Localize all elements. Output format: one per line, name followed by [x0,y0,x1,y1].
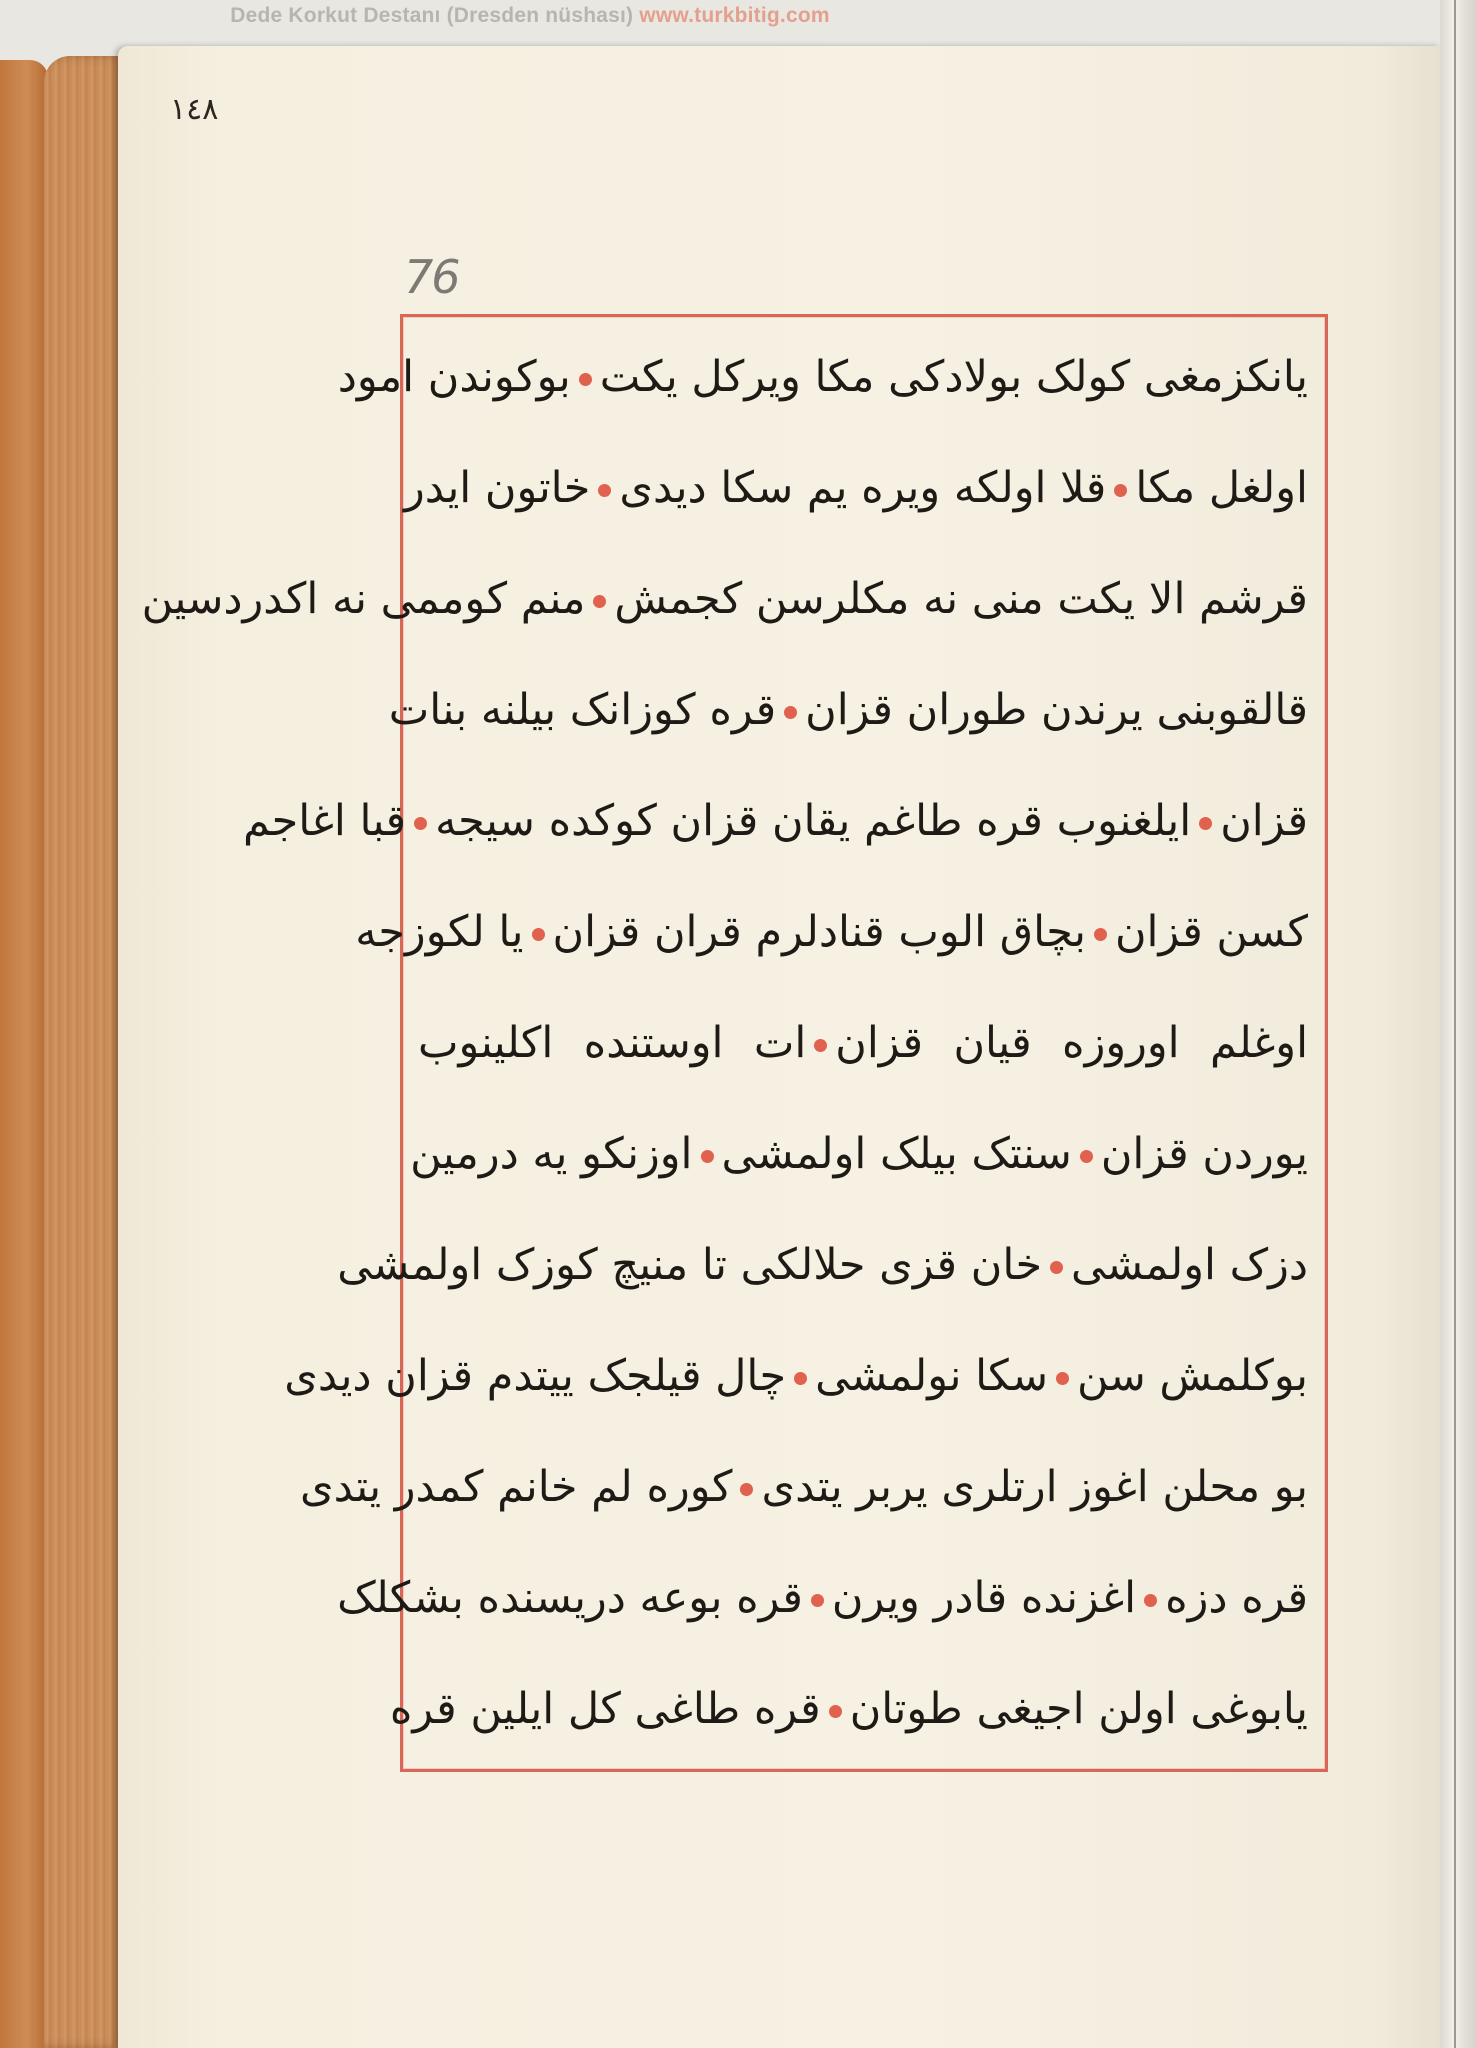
manuscript-line [388,655,1314,766]
verse-marker-dot [1199,817,1212,830]
manuscript-line [337,322,1314,433]
verse-marker-dot [598,484,611,497]
line-segment: ات اوستنده اکلینوب [418,1018,807,1068]
verse-marker-dot [1144,1594,1157,1607]
verse-marker-dot [829,1705,842,1718]
verse-marker-dot [784,706,797,719]
manuscript-line [243,766,1314,877]
verse-marker-dot [593,595,606,608]
manuscript-line [389,1654,1314,1765]
verse-marker-dot [1050,1261,1063,1274]
manuscript-text-block [141,322,1314,1765]
line-segment: قلا اولکه ویره یم سکا دیدی [619,463,1107,513]
book-cover-edge [0,60,48,2048]
verse-marker-dot [1094,928,1107,941]
line-segment: بو محلن اغوز ارتلری یربر یتدی [761,1462,1308,1512]
manuscript-line [412,988,1314,1099]
line-segment: خان قزی حلالکی تا منیچ کوزک اولمشی [337,1240,1043,1290]
verse-marker-dot [701,1150,714,1163]
manuscript-line [299,1432,1314,1543]
watermark-url: www.turkbitig.com [639,4,830,27]
line-segment: قبا اغاجم [243,796,407,846]
line-segment: دزک اولمشی [1071,1240,1308,1290]
line-segment: قره دزه [1165,1573,1308,1623]
line-segment: چال قیلجک ییتدم قزان دیدی [284,1351,787,1401]
line-segment: یانکزمغی کولک بولادکی مکا ویرکل یکت [599,352,1308,402]
verse-marker-dot [1056,1372,1069,1385]
manuscript-line [412,1099,1314,1210]
verse-marker-dot [1114,484,1127,497]
line-segment: ایلغنوب قره طاغم یقان قزان کوکده سیجه [435,796,1192,846]
verse-marker-dot [814,1039,827,1052]
line-segment: اغزنده قادر ویرن [831,1573,1137,1623]
verse-marker-dot [811,1594,824,1607]
manuscript-line [337,1543,1314,1654]
folio-number: ١٤٨ [170,92,219,127]
line-segment: قالقوبنی یرندن طوران قزان [805,685,1308,735]
manuscript-line [141,544,1314,655]
manuscript-line [403,433,1314,544]
line-segment: قره بوعه دریسنده بشکلک [337,1573,803,1623]
line-segment: اوزنکو یه درمین [410,1129,693,1179]
verse-marker-dot [414,817,427,830]
manuscript-line [284,1321,1314,1432]
line-segment: اوغلم اوروزه قیان قزان [835,1018,1309,1068]
manuscript-line [355,877,1314,988]
watermark [0,4,1060,28]
watermark-title: Dede Korkut Destanı (Dresden nüshası) [230,4,634,27]
line-segment: منم کوممی نه اکدردسین [141,574,586,624]
line-segment: اولغل مکا [1135,463,1308,513]
pencil-page-number: 76 [404,250,459,304]
line-segment: یابوغی اولن اجیغی طوتان [849,1684,1308,1734]
line-segment: سکا نولمشی [815,1351,1048,1401]
line-segment: بوکوندن امود [337,352,571,402]
line-segment: کسن قزان [1114,907,1308,957]
line-segment: بوکلمش سن [1077,1351,1308,1401]
line-segment: قزان [1220,796,1308,846]
line-segment: بچاق الوب قنادلرم قران قزان [552,907,1086,957]
verse-marker-dot [1080,1150,1093,1163]
line-segment: خاتون ایدر [403,463,591,513]
line-segment: سنتک بیلک اولمشی [721,1129,1072,1179]
line-segment: یوردن قزان [1100,1129,1308,1179]
manuscript-line [337,1210,1314,1321]
verse-marker-dot [740,1483,753,1496]
line-segment: یا لکوزجه [355,907,524,957]
verse-marker-dot [532,928,545,941]
next-page-edge [1440,0,1476,2048]
book-spine [44,56,124,2048]
verse-marker-dot [579,373,592,386]
line-segment: قرشم الا یکت منی نه مکلرسن کجمش [614,574,1308,624]
line-segment: قره طاغی کل ایلین قره [389,1684,821,1734]
line-segment: قره کوزانک بیلنه بنات [388,685,777,735]
line-segment: کوره لم خانم کمدر یتدی [299,1462,733,1512]
verse-marker-dot [794,1372,807,1385]
